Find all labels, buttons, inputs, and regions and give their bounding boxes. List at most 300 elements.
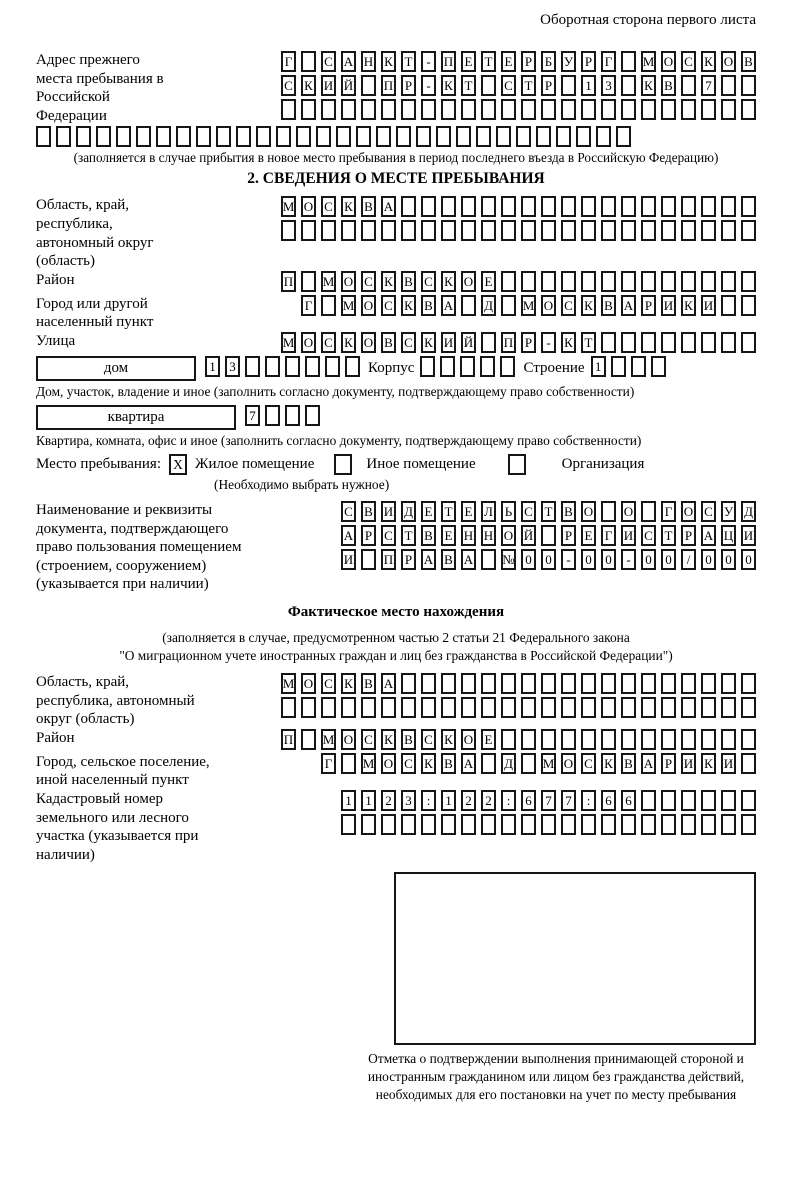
char-box[interactable]: Й: [341, 75, 356, 96]
char-box[interactable]: [441, 697, 456, 718]
char-box[interactable]: Т: [541, 501, 556, 522]
char-box[interactable]: [621, 814, 636, 835]
char-box[interactable]: [681, 729, 696, 750]
char-box[interactable]: [341, 697, 356, 718]
char-box[interactable]: Т: [461, 75, 476, 96]
char-box[interactable]: [741, 75, 756, 96]
char-box[interactable]: Т: [441, 501, 456, 522]
char-box[interactable]: У: [721, 501, 736, 522]
char-box[interactable]: И: [321, 75, 336, 96]
char-box[interactable]: М: [281, 673, 296, 694]
residential-checkbox[interactable]: X: [169, 454, 187, 475]
char-box[interactable]: И: [741, 525, 756, 546]
char-box[interactable]: С: [341, 501, 356, 522]
char-box[interactable]: [581, 814, 596, 835]
char-box[interactable]: №: [501, 549, 516, 570]
char-box[interactable]: [341, 753, 356, 774]
char-box[interactable]: Е: [581, 525, 596, 546]
char-box[interactable]: [721, 75, 736, 96]
char-box[interactable]: [316, 126, 331, 147]
char-box[interactable]: [461, 196, 476, 217]
char-box[interactable]: [661, 271, 676, 292]
char-box[interactable]: [341, 220, 356, 241]
char-box[interactable]: [136, 126, 151, 147]
char-box[interactable]: [460, 356, 475, 377]
char-box[interactable]: [236, 126, 251, 147]
char-box[interactable]: Р: [561, 525, 576, 546]
char-box[interactable]: А: [641, 753, 656, 774]
char-box[interactable]: [701, 790, 716, 811]
char-box[interactable]: [641, 332, 656, 353]
char-box[interactable]: [541, 271, 556, 292]
char-box[interactable]: -: [421, 75, 436, 96]
char-box[interactable]: [561, 99, 576, 120]
char-box[interactable]: 7: [701, 75, 716, 96]
char-box[interactable]: [721, 673, 736, 694]
char-box[interactable]: С: [421, 729, 436, 750]
char-box[interactable]: [721, 697, 736, 718]
char-box[interactable]: С: [361, 271, 376, 292]
char-box[interactable]: О: [681, 501, 696, 522]
char-box[interactable]: [461, 697, 476, 718]
char-box[interactable]: П: [501, 332, 516, 353]
char-box[interactable]: 0: [581, 549, 596, 570]
char-box[interactable]: /: [681, 549, 696, 570]
char-box[interactable]: Т: [661, 525, 676, 546]
char-box[interactable]: [741, 753, 756, 774]
char-box[interactable]: [381, 814, 396, 835]
char-box[interactable]: Т: [521, 75, 536, 96]
char-box[interactable]: [501, 295, 516, 316]
char-box[interactable]: Г: [301, 295, 316, 316]
char-box[interactable]: 0: [661, 549, 676, 570]
char-box[interactable]: [265, 356, 280, 377]
char-box[interactable]: И: [681, 753, 696, 774]
char-box[interactable]: 0: [601, 549, 616, 570]
char-box[interactable]: [476, 126, 491, 147]
char-box[interactable]: [305, 356, 320, 377]
char-box[interactable]: [721, 99, 736, 120]
char-box[interactable]: [281, 697, 296, 718]
char-box[interactable]: М: [361, 753, 376, 774]
char-box[interactable]: В: [441, 753, 456, 774]
char-box[interactable]: А: [341, 51, 356, 72]
char-box[interactable]: С: [321, 196, 336, 217]
char-box[interactable]: [621, 271, 636, 292]
char-box[interactable]: С: [561, 295, 576, 316]
char-box[interactable]: [285, 356, 300, 377]
char-box[interactable]: [681, 697, 696, 718]
char-box[interactable]: Д: [401, 501, 416, 522]
char-box[interactable]: [301, 697, 316, 718]
char-box[interactable]: [721, 196, 736, 217]
char-box[interactable]: [681, 220, 696, 241]
char-box[interactable]: [461, 673, 476, 694]
char-box[interactable]: [156, 126, 171, 147]
char-box[interactable]: [621, 697, 636, 718]
char-box[interactable]: Д: [741, 501, 756, 522]
char-box[interactable]: [336, 126, 351, 147]
char-box[interactable]: А: [441, 295, 456, 316]
char-box[interactable]: А: [701, 525, 716, 546]
char-box[interactable]: М: [341, 295, 356, 316]
char-box[interactable]: [561, 75, 576, 96]
char-box[interactable]: [401, 814, 416, 835]
char-box[interactable]: [501, 814, 516, 835]
char-box[interactable]: [216, 126, 231, 147]
char-box[interactable]: О: [661, 51, 676, 72]
char-box[interactable]: [601, 697, 616, 718]
char-box[interactable]: [481, 697, 496, 718]
char-box[interactable]: 1: [581, 75, 596, 96]
char-box[interactable]: -: [541, 332, 556, 353]
char-box[interactable]: М: [521, 295, 536, 316]
char-box[interactable]: М: [281, 196, 296, 217]
char-box[interactable]: К: [561, 332, 576, 353]
char-box[interactable]: [441, 220, 456, 241]
apartment-type-field[interactable]: квартира: [36, 405, 236, 430]
char-box[interactable]: [681, 790, 696, 811]
char-box[interactable]: [661, 673, 676, 694]
char-box[interactable]: В: [401, 729, 416, 750]
char-box[interactable]: [741, 790, 756, 811]
char-box[interactable]: П: [441, 51, 456, 72]
char-box[interactable]: [621, 196, 636, 217]
char-box[interactable]: [436, 126, 451, 147]
char-box[interactable]: [516, 126, 531, 147]
char-box[interactable]: В: [381, 332, 396, 353]
char-box[interactable]: [401, 673, 416, 694]
char-box[interactable]: 7: [245, 405, 260, 426]
char-box[interactable]: [721, 332, 736, 353]
char-box[interactable]: [641, 697, 656, 718]
char-box[interactable]: М: [541, 753, 556, 774]
char-box[interactable]: Н: [461, 525, 476, 546]
char-box[interactable]: [701, 196, 716, 217]
char-box[interactable]: Е: [481, 271, 496, 292]
char-box[interactable]: [561, 196, 576, 217]
char-box[interactable]: [481, 99, 496, 120]
char-box[interactable]: Р: [521, 51, 536, 72]
house-type-field[interactable]: дом: [36, 356, 196, 381]
char-box[interactable]: [325, 356, 340, 377]
char-box[interactable]: Е: [421, 501, 436, 522]
char-box[interactable]: К: [341, 332, 356, 353]
char-box[interactable]: [416, 126, 431, 147]
char-box[interactable]: [421, 673, 436, 694]
char-box[interactable]: [641, 501, 656, 522]
char-box[interactable]: Р: [401, 549, 416, 570]
char-box[interactable]: [456, 126, 471, 147]
char-box[interactable]: [621, 51, 636, 72]
char-box[interactable]: [421, 697, 436, 718]
char-box[interactable]: [741, 697, 756, 718]
char-box[interactable]: [661, 790, 676, 811]
char-box[interactable]: [741, 814, 756, 835]
char-box[interactable]: [721, 295, 736, 316]
char-box[interactable]: С: [321, 673, 336, 694]
char-box[interactable]: [596, 126, 611, 147]
char-box[interactable]: С: [421, 271, 436, 292]
char-box[interactable]: В: [661, 75, 676, 96]
char-box[interactable]: С: [701, 501, 716, 522]
char-box[interactable]: [321, 697, 336, 718]
char-box[interactable]: [536, 126, 551, 147]
char-box[interactable]: К: [681, 295, 696, 316]
char-box[interactable]: [381, 220, 396, 241]
char-box[interactable]: [301, 271, 316, 292]
char-box[interactable]: И: [441, 332, 456, 353]
char-box[interactable]: [561, 729, 576, 750]
char-box[interactable]: 0: [741, 549, 756, 570]
char-box[interactable]: [401, 697, 416, 718]
char-box[interactable]: [681, 75, 696, 96]
char-box[interactable]: [345, 356, 360, 377]
char-box[interactable]: [301, 729, 316, 750]
char-box[interactable]: О: [361, 295, 376, 316]
char-box[interactable]: [681, 332, 696, 353]
char-box[interactable]: [721, 220, 736, 241]
char-box[interactable]: П: [381, 549, 396, 570]
char-box[interactable]: Р: [681, 525, 696, 546]
char-box[interactable]: [616, 126, 631, 147]
char-box[interactable]: [721, 271, 736, 292]
char-box[interactable]: [461, 814, 476, 835]
char-box[interactable]: [621, 332, 636, 353]
char-box[interactable]: [581, 673, 596, 694]
char-box[interactable]: К: [441, 75, 456, 96]
char-box[interactable]: О: [301, 196, 316, 217]
char-box[interactable]: Н: [481, 525, 496, 546]
char-box[interactable]: [265, 405, 280, 426]
char-box[interactable]: А: [381, 673, 396, 694]
char-box[interactable]: 2: [461, 790, 476, 811]
char-box[interactable]: [541, 697, 556, 718]
char-box[interactable]: [621, 99, 636, 120]
char-box[interactable]: [641, 790, 656, 811]
char-box[interactable]: [701, 697, 716, 718]
char-box[interactable]: [76, 126, 91, 147]
char-box[interactable]: [541, 99, 556, 120]
char-box[interactable]: [321, 99, 336, 120]
char-box[interactable]: [576, 126, 591, 147]
char-box[interactable]: И: [661, 295, 676, 316]
char-box[interactable]: И: [341, 549, 356, 570]
char-box[interactable]: В: [421, 295, 436, 316]
char-box[interactable]: [651, 356, 666, 377]
char-box[interactable]: Е: [441, 525, 456, 546]
char-box[interactable]: [301, 99, 316, 120]
char-box[interactable]: [721, 814, 736, 835]
char-box[interactable]: [681, 271, 696, 292]
char-box[interactable]: О: [461, 729, 476, 750]
char-box[interactable]: Т: [481, 51, 496, 72]
char-box[interactable]: Г: [281, 51, 296, 72]
char-box[interactable]: Ь: [501, 501, 516, 522]
char-box[interactable]: [381, 99, 396, 120]
char-box[interactable]: [401, 220, 416, 241]
char-box[interactable]: [361, 697, 376, 718]
char-box[interactable]: [276, 126, 291, 147]
char-box[interactable]: П: [281, 271, 296, 292]
char-box[interactable]: Б: [541, 51, 556, 72]
char-box[interactable]: [401, 99, 416, 120]
char-box[interactable]: [641, 196, 656, 217]
char-box[interactable]: [356, 126, 371, 147]
char-box[interactable]: [621, 673, 636, 694]
char-box[interactable]: В: [621, 753, 636, 774]
char-box[interactable]: [611, 356, 626, 377]
char-box[interactable]: :: [581, 790, 596, 811]
char-box[interactable]: [701, 220, 716, 241]
char-box[interactable]: С: [321, 51, 336, 72]
char-box[interactable]: [661, 814, 676, 835]
char-box[interactable]: [521, 729, 536, 750]
char-box[interactable]: М: [321, 729, 336, 750]
char-box[interactable]: В: [561, 501, 576, 522]
char-box[interactable]: [501, 697, 516, 718]
char-box[interactable]: [601, 271, 616, 292]
char-box[interactable]: [556, 126, 571, 147]
char-box[interactable]: [461, 295, 476, 316]
char-box[interactable]: [741, 220, 756, 241]
char-box[interactable]: [631, 356, 646, 377]
char-box[interactable]: 6: [521, 790, 536, 811]
char-box[interactable]: 3: [601, 75, 616, 96]
char-box[interactable]: [581, 196, 596, 217]
char-box[interactable]: [541, 196, 556, 217]
char-box[interactable]: [421, 814, 436, 835]
char-box[interactable]: К: [581, 295, 596, 316]
char-box[interactable]: [521, 814, 536, 835]
char-box[interactable]: [441, 673, 456, 694]
char-box[interactable]: [561, 814, 576, 835]
char-box[interactable]: С: [381, 525, 396, 546]
char-box[interactable]: [581, 271, 596, 292]
char-box[interactable]: К: [381, 271, 396, 292]
char-box[interactable]: [701, 271, 716, 292]
char-box[interactable]: 1: [361, 790, 376, 811]
char-box[interactable]: И: [621, 525, 636, 546]
char-box[interactable]: [741, 729, 756, 750]
char-box[interactable]: [396, 126, 411, 147]
char-box[interactable]: [741, 673, 756, 694]
char-box[interactable]: [641, 99, 656, 120]
char-box[interactable]: 1: [205, 356, 220, 377]
char-box[interactable]: [321, 295, 336, 316]
char-box[interactable]: К: [381, 51, 396, 72]
char-box[interactable]: [481, 753, 496, 774]
char-box[interactable]: [420, 356, 435, 377]
char-box[interactable]: [441, 814, 456, 835]
char-box[interactable]: 1: [441, 790, 456, 811]
char-box[interactable]: [701, 673, 716, 694]
char-box[interactable]: [541, 673, 556, 694]
char-box[interactable]: [521, 220, 536, 241]
char-box[interactable]: И: [701, 295, 716, 316]
char-box[interactable]: М: [641, 51, 656, 72]
char-box[interactable]: К: [421, 332, 436, 353]
char-box[interactable]: [301, 220, 316, 241]
char-box[interactable]: В: [441, 549, 456, 570]
char-box[interactable]: Р: [401, 75, 416, 96]
char-box[interactable]: В: [361, 501, 376, 522]
char-box[interactable]: [481, 196, 496, 217]
char-box[interactable]: [361, 549, 376, 570]
char-box[interactable]: Р: [541, 75, 556, 96]
char-box[interactable]: [601, 501, 616, 522]
char-box[interactable]: В: [741, 51, 756, 72]
char-box[interactable]: А: [421, 549, 436, 570]
char-box[interactable]: [401, 196, 416, 217]
char-box[interactable]: Д: [481, 295, 496, 316]
char-box[interactable]: К: [441, 729, 456, 750]
char-box[interactable]: [361, 220, 376, 241]
char-box[interactable]: [661, 697, 676, 718]
char-box[interactable]: О: [341, 729, 356, 750]
char-box[interactable]: [421, 99, 436, 120]
char-box[interactable]: Р: [661, 753, 676, 774]
char-box[interactable]: :: [501, 790, 516, 811]
char-box[interactable]: [561, 673, 576, 694]
char-box[interactable]: [481, 220, 496, 241]
char-box[interactable]: О: [381, 753, 396, 774]
char-box[interactable]: [421, 220, 436, 241]
char-box[interactable]: [601, 99, 616, 120]
char-box[interactable]: К: [641, 75, 656, 96]
char-box[interactable]: [501, 220, 516, 241]
char-box[interactable]: Т: [401, 525, 416, 546]
char-box[interactable]: [601, 220, 616, 241]
char-box[interactable]: [581, 220, 596, 241]
char-box[interactable]: А: [461, 753, 476, 774]
char-box[interactable]: Д: [501, 753, 516, 774]
char-box[interactable]: [461, 99, 476, 120]
char-box[interactable]: [541, 525, 556, 546]
char-box[interactable]: У: [561, 51, 576, 72]
char-box[interactable]: [496, 126, 511, 147]
char-box[interactable]: [581, 99, 596, 120]
char-box[interactable]: [521, 697, 536, 718]
char-box[interactable]: С: [641, 525, 656, 546]
char-box[interactable]: К: [441, 271, 456, 292]
char-box[interactable]: [256, 126, 271, 147]
char-box[interactable]: С: [361, 729, 376, 750]
char-box[interactable]: [621, 729, 636, 750]
char-box[interactable]: И: [721, 753, 736, 774]
char-box[interactable]: [621, 75, 636, 96]
char-box[interactable]: К: [341, 196, 356, 217]
char-box[interactable]: [681, 196, 696, 217]
char-box[interactable]: [305, 405, 320, 426]
char-box[interactable]: С: [681, 51, 696, 72]
char-box[interactable]: [361, 814, 376, 835]
char-box[interactable]: [481, 549, 496, 570]
char-box[interactable]: Г: [661, 501, 676, 522]
char-box[interactable]: [741, 332, 756, 353]
char-box[interactable]: В: [361, 673, 376, 694]
char-box[interactable]: 2: [481, 790, 496, 811]
char-box[interactable]: 6: [621, 790, 636, 811]
char-box[interactable]: [176, 126, 191, 147]
char-box[interactable]: [481, 75, 496, 96]
char-box[interactable]: К: [421, 753, 436, 774]
char-box[interactable]: К: [341, 673, 356, 694]
char-box[interactable]: [741, 99, 756, 120]
char-box[interactable]: [541, 729, 556, 750]
char-box[interactable]: С: [581, 753, 596, 774]
char-box[interactable]: [285, 405, 300, 426]
